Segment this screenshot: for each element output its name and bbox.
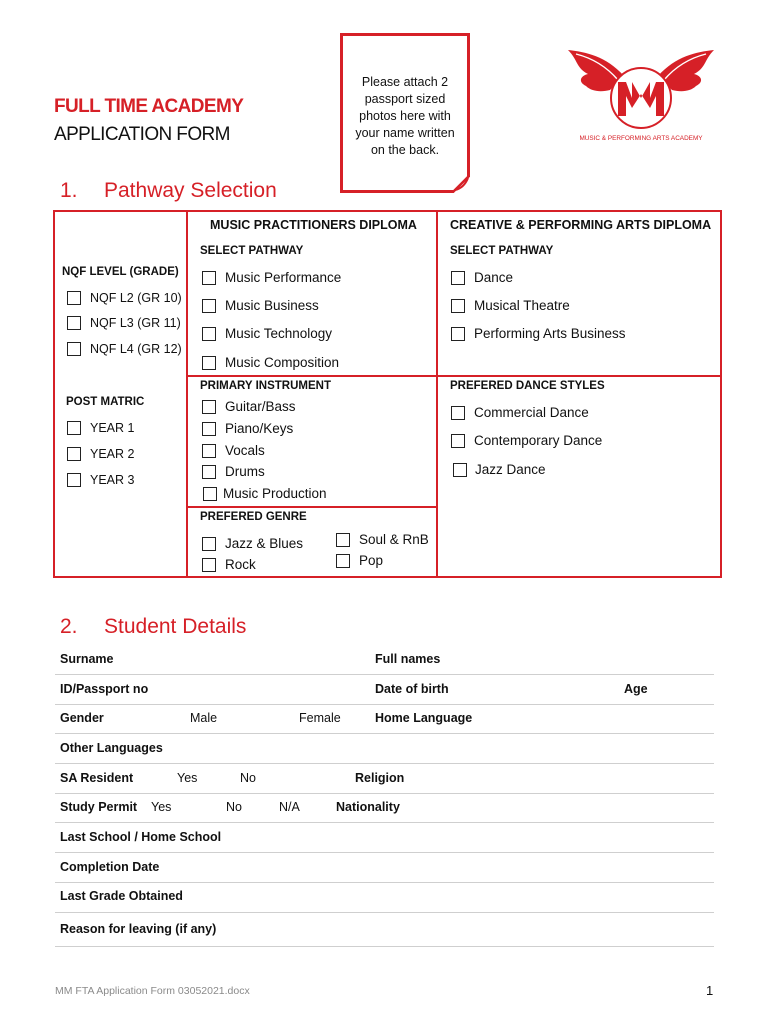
checkbox[interactable]	[202, 271, 216, 285]
study-permit-na[interactable]: N/A	[279, 800, 300, 814]
study-permit-label: Study Permit	[60, 800, 138, 814]
vocals-option[interactable]: Vocals	[202, 443, 265, 458]
instrument-heading: PRIMARY INSTRUMENT	[200, 380, 331, 392]
col-divider-1	[186, 210, 188, 578]
id-passport-label: ID/Passport no	[60, 682, 149, 696]
pop-option[interactable]: Pop	[336, 553, 383, 568]
nqf-heading: NQF LEVEL (GRADE)	[62, 266, 179, 278]
form-title: APPLICATION FORM	[54, 124, 230, 145]
checkbox[interactable]	[202, 537, 216, 551]
year-3-option[interactable]: YEAR 3	[67, 473, 134, 487]
performing-arts-business-option[interactable]: Performing Arts Business	[451, 326, 626, 341]
checkbox[interactable]	[336, 533, 350, 547]
checkbox[interactable]	[202, 444, 216, 458]
commercial-dance-option[interactable]: Commercial Dance	[451, 405, 589, 420]
checkbox[interactable]	[67, 447, 81, 461]
section-1-label: Pathway Selection	[104, 179, 277, 202]
drums-option[interactable]: Drums	[202, 464, 265, 479]
nqf-l4-option[interactable]: NQF L4 (GR 12)	[67, 342, 182, 356]
footer-doc-name: MM FTA Application Form 03052021.docx	[55, 985, 250, 997]
checkbox[interactable]	[67, 473, 81, 487]
gender-label: Gender	[60, 711, 104, 725]
year-2-option[interactable]: YEAR 2	[67, 447, 134, 461]
checkbox[interactable]	[202, 299, 216, 313]
contemporary-dance-option[interactable]: Contemporary Dance	[451, 433, 602, 448]
mid-select-pathway: SELECT PATHWAY	[200, 245, 304, 257]
jazz-dance-option[interactable]: Jazz Dance	[453, 462, 546, 477]
checkbox[interactable]	[203, 487, 217, 501]
performing-diploma-heading: CREATIVE & PERFORMING ARTS DIPLOMA	[450, 218, 712, 232]
rock-option[interactable]: Rock	[202, 557, 256, 572]
last-school-label: Last School / Home School	[60, 830, 222, 844]
surname-row-line	[55, 674, 714, 675]
full-names-label: Full names	[375, 652, 441, 666]
music-business-option[interactable]: Music Business	[202, 298, 319, 313]
checkbox[interactable]	[67, 421, 81, 435]
languages-row-line	[55, 763, 714, 764]
nqf-l3-option[interactable]: NQF L3 (GR 11)	[67, 316, 181, 330]
music-technology-option[interactable]: Music Technology	[202, 326, 332, 341]
year-1-option[interactable]: YEAR 1	[67, 421, 134, 435]
school-row-line	[55, 852, 714, 853]
checkbox[interactable]	[336, 554, 350, 568]
checkbox[interactable]	[67, 316, 81, 330]
academy-logo	[566, 46, 716, 146]
musical-theatre-option[interactable]: Musical Theatre	[451, 298, 570, 313]
checkbox[interactable]	[453, 463, 467, 477]
id-row-line	[55, 704, 714, 705]
piano-keys-option[interactable]: Piano/Keys	[202, 421, 293, 436]
permit-row-line	[55, 822, 714, 823]
last-grade-label: Last Grade Obtained	[60, 889, 183, 903]
religion-label: Religion	[355, 771, 405, 785]
music-composition-option[interactable]: Music Composition	[202, 355, 339, 370]
gender-male-option[interactable]: Male	[190, 711, 218, 725]
music-performance-option[interactable]: Music Performance	[202, 270, 341, 285]
other-languages-label: Other Languages	[60, 741, 163, 755]
checkbox[interactable]	[202, 400, 216, 414]
section-2-number: 2.	[60, 615, 78, 638]
logo-text: MUSIC & PERFORMING ARTS ACADEMY	[579, 135, 703, 142]
dance-option[interactable]: Dance	[451, 270, 513, 285]
checkbox[interactable]	[67, 291, 81, 305]
photo-attach-box	[340, 33, 470, 193]
row-divider-1	[186, 375, 722, 377]
checkbox[interactable]	[202, 422, 216, 436]
music-diploma-heading: MUSIC PRACTITIONERS DIPLOMA	[210, 218, 417, 232]
jazz-blues-option[interactable]: Jazz & Blues	[202, 536, 303, 551]
checkbox[interactable]	[451, 327, 465, 341]
gender-row-line	[55, 733, 714, 734]
checkbox[interactable]	[202, 356, 216, 370]
resident-row-line	[55, 793, 714, 794]
post-matric-heading: POST MATRIC	[66, 396, 145, 408]
study-permit-yes[interactable]: Yes	[151, 800, 172, 814]
reason-leaving-label: Reason for leaving (if any)	[60, 922, 217, 936]
section-1-title	[60, 179, 277, 203]
section-2-label: Student Details	[104, 615, 247, 638]
gender-female-option[interactable]: Female	[299, 711, 341, 725]
home-language-label: Home Language	[375, 711, 473, 725]
music-production-option[interactable]: Music Production	[203, 486, 327, 501]
genre-heading: PREFERED GENRE	[200, 511, 307, 523]
checkbox[interactable]	[202, 327, 216, 341]
guitar-bass-option[interactable]: Guitar/Bass	[202, 399, 296, 414]
academy-title: FULL TIME ACADEMY	[54, 96, 244, 117]
page-fold-icon	[452, 175, 470, 193]
sa-resident-label: SA Resident	[60, 771, 134, 785]
row-divider-2	[186, 506, 438, 508]
photo-note: Please attach 2 passport sized photos here with your name written on the back.	[355, 75, 455, 157]
checkbox[interactable]	[451, 434, 465, 448]
reason-row-line	[55, 946, 714, 947]
completion-row-line	[55, 882, 714, 883]
checkbox[interactable]	[202, 558, 216, 572]
age-label: Age	[624, 682, 648, 696]
checkbox[interactable]	[67, 342, 81, 356]
dob-label: Date of birth	[375, 682, 449, 696]
checkbox[interactable]	[451, 406, 465, 420]
page-number: 1	[706, 983, 714, 998]
nqf-l2-option[interactable]: NQF L2 (GR 10)	[67, 291, 182, 305]
nationality-label: Nationality	[336, 800, 400, 814]
checkbox[interactable]	[202, 465, 216, 479]
soul-rnb-option[interactable]: Soul & RnB	[336, 532, 429, 547]
col-divider-2	[436, 210, 438, 578]
section-2-title	[60, 615, 246, 639]
dance-styles-heading: PREFERED DANCE STYLES	[450, 380, 605, 392]
completion-date-label: Completion Date	[60, 860, 160, 874]
right-select-pathway: SELECT PATHWAY	[450, 245, 554, 257]
checkbox[interactable]	[451, 299, 465, 313]
sa-resident-yes[interactable]: Yes	[177, 771, 198, 785]
grade-row-line	[55, 912, 714, 913]
checkbox[interactable]	[451, 271, 465, 285]
section-1-number: 1.	[60, 179, 78, 202]
sa-resident-no[interactable]: No	[240, 771, 256, 785]
study-permit-no[interactable]: No	[226, 800, 242, 814]
surname-label: Surname	[60, 652, 114, 666]
